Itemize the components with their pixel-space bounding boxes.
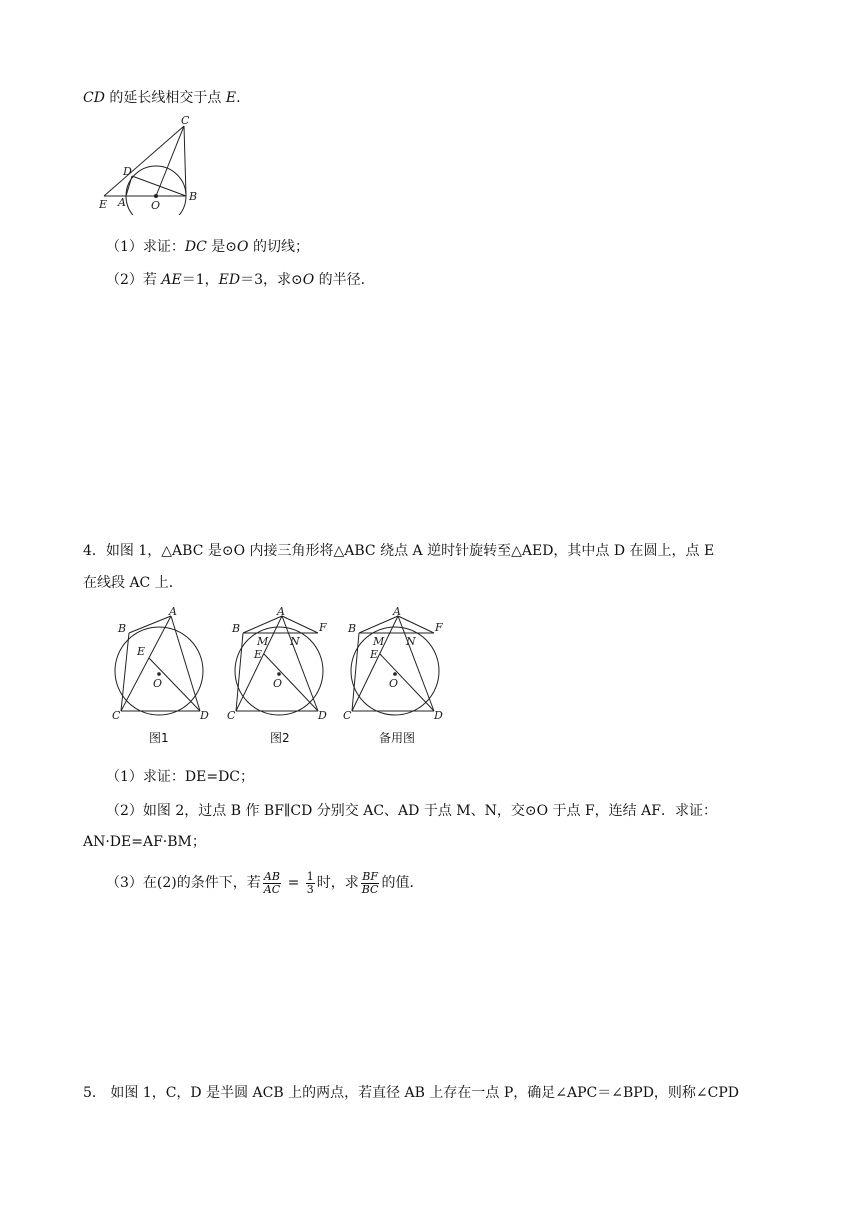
q4-caption-spare: 备用图 bbox=[379, 731, 416, 745]
q4-part3-prefix: （3）在(2)的条件下，若 bbox=[106, 875, 261, 891]
q3-segment-cd: CD bbox=[83, 90, 105, 106]
q4-figure-2-svg bbox=[226, 606, 336, 722]
q3-label-e: E bbox=[99, 198, 108, 211]
q3-part2-eq2: ＝3，求⊙ bbox=[240, 272, 303, 288]
q4-statement-line1: 4．如图 1，△ABC 是⊙O 内接三角形将△ABC 绕点 A 逆时针旋转至△AED，其中点 D 在圆上，点 E bbox=[83, 543, 715, 559]
q3-label-o: O bbox=[151, 199, 161, 212]
q4-fig3-label-f: F bbox=[435, 621, 443, 634]
q4-fig2-ac bbox=[236, 616, 282, 711]
q3-part1 bbox=[106, 237, 309, 257]
q4-fig1-ba bbox=[129, 616, 171, 633]
q4-part1: （1）求证：DE=DC； bbox=[106, 769, 255, 785]
q3-line-co bbox=[156, 126, 184, 196]
q3-center-dot bbox=[154, 194, 158, 198]
q3-label-a: A bbox=[118, 196, 126, 209]
q3-period: . bbox=[236, 90, 241, 106]
q4-fig2-label-f: F bbox=[319, 621, 327, 634]
q4-fig1-label-b: B bbox=[118, 622, 127, 635]
q4-fig2-center bbox=[277, 672, 281, 676]
q3-label-b: B bbox=[189, 190, 198, 203]
q4-fig2-label-a: A bbox=[277, 606, 285, 618]
q4-fraction-bf-bc bbox=[361, 871, 380, 896]
q4-part3-end: 的值． bbox=[381, 875, 424, 891]
q4-caption-fig1: 图1 bbox=[149, 731, 169, 745]
q4-fig2-label-e: E bbox=[254, 648, 263, 661]
q4-part2-line2: AN·DE=AF·BM； bbox=[83, 834, 206, 850]
q4-figure-1-svg bbox=[112, 606, 216, 722]
q4-part3-mid: 时，求 bbox=[316, 875, 359, 891]
q4-fig3-label-d: D bbox=[434, 709, 443, 722]
q4-fig2-label-m: M bbox=[257, 635, 269, 648]
q4-fig2-label-o: O bbox=[273, 677, 283, 690]
q3-part2-o: O bbox=[302, 272, 315, 288]
q4-statement-line2: 在线段 AC 上． bbox=[83, 575, 183, 591]
q4-equals: = bbox=[283, 875, 304, 891]
q3-line-da bbox=[126, 176, 132, 196]
q4-fig3-center bbox=[393, 672, 397, 676]
q4-fig1-ad bbox=[171, 616, 200, 711]
q3-part2-ed: ED bbox=[218, 272, 241, 288]
q4-frac1-denominator: AC bbox=[263, 882, 281, 896]
q4-fig1-label-o: O bbox=[153, 677, 163, 690]
q4-fig1-label-e: E bbox=[137, 645, 146, 658]
q4-figure-spare-svg bbox=[342, 606, 452, 722]
q4-fig3-label-m: M bbox=[373, 635, 385, 648]
q4-fig2-label-d: D bbox=[318, 709, 327, 722]
q4-figure-2 bbox=[226, 606, 336, 722]
q3-figure bbox=[96, 115, 206, 215]
q4-part3 bbox=[106, 869, 423, 897]
q4-fig3-ac bbox=[352, 616, 398, 711]
q4-fig3-label-e: E bbox=[370, 648, 379, 661]
q3-label-c: C bbox=[181, 115, 190, 127]
q4-figure-spare bbox=[342, 606, 452, 722]
q3-point-e: E bbox=[225, 90, 237, 106]
q4-frac2-denominator: 3 bbox=[306, 882, 314, 896]
q3-line-ec bbox=[104, 126, 184, 196]
q3-part2 bbox=[106, 270, 375, 290]
q3-figure-svg bbox=[96, 115, 206, 215]
q4-fig3-label-a: A bbox=[393, 606, 401, 618]
q4-fig1-label-c: C bbox=[112, 709, 121, 722]
q4-fig3-label-b: B bbox=[348, 622, 357, 635]
q4-fig1-ac bbox=[121, 616, 171, 711]
q3-part1-mid: 是⊙ bbox=[206, 239, 238, 255]
q4-fig2-label-b: B bbox=[232, 622, 241, 635]
q4-fig3-label-o: O bbox=[389, 677, 399, 690]
q3-part2-ae: AE bbox=[161, 272, 182, 288]
q4-fraction-ab-ac bbox=[263, 871, 281, 896]
q4-frac1-numerator: AB bbox=[263, 869, 280, 883]
q3-part1-o: O bbox=[237, 239, 249, 255]
q4-caption-fig2: 图2 bbox=[270, 731, 290, 745]
q4-frac3-denominator: BC bbox=[361, 882, 379, 896]
q3-part2-eq1: ＝1， bbox=[181, 272, 219, 288]
q3-line-db bbox=[132, 176, 186, 196]
q4-frac2-numerator: 1 bbox=[306, 869, 314, 883]
q4-fraction-one-third bbox=[306, 871, 315, 896]
q4-fig2-label-n: N bbox=[290, 635, 300, 648]
q3-part1-prefix: （1）求证： bbox=[106, 239, 185, 255]
q4-fig1-center bbox=[157, 672, 161, 676]
q3-part2-end: 的半径． bbox=[314, 272, 375, 288]
q4-fig1-label-d: D bbox=[200, 709, 209, 722]
q4-fig1-label-a: A bbox=[169, 606, 177, 618]
q4-fig3-label-c: C bbox=[343, 709, 352, 722]
q4-fig2-label-c: C bbox=[227, 709, 236, 722]
q3-part1-dc: DC bbox=[184, 239, 207, 255]
q5-statement-line1: 5． 如图 1，C，D 是半圆 ACB 上的两点，若直径 AB 上存在一点 P，确足∠APC＝∠BPD，则称∠CPD bbox=[83, 1085, 740, 1101]
q4-figure-1 bbox=[112, 606, 216, 722]
q3-label-d: D bbox=[123, 165, 132, 178]
q3-part2-prefix: （2）若 bbox=[106, 272, 162, 288]
q3-text: 的延长线相交于点 bbox=[104, 90, 226, 106]
q3-part1-end: 的切线； bbox=[248, 239, 309, 255]
q4-frac3-numerator: BF bbox=[362, 869, 378, 883]
q4-fig3-label-n: N bbox=[406, 635, 416, 648]
q3-statement-end bbox=[83, 88, 241, 108]
q4-part2-line1: （2）如图 2，过点 B 作 BF∥CD 分别交 AC、AD 于点 M、N，交⊙O 于点 F，连结 AF．求证： bbox=[106, 803, 717, 819]
